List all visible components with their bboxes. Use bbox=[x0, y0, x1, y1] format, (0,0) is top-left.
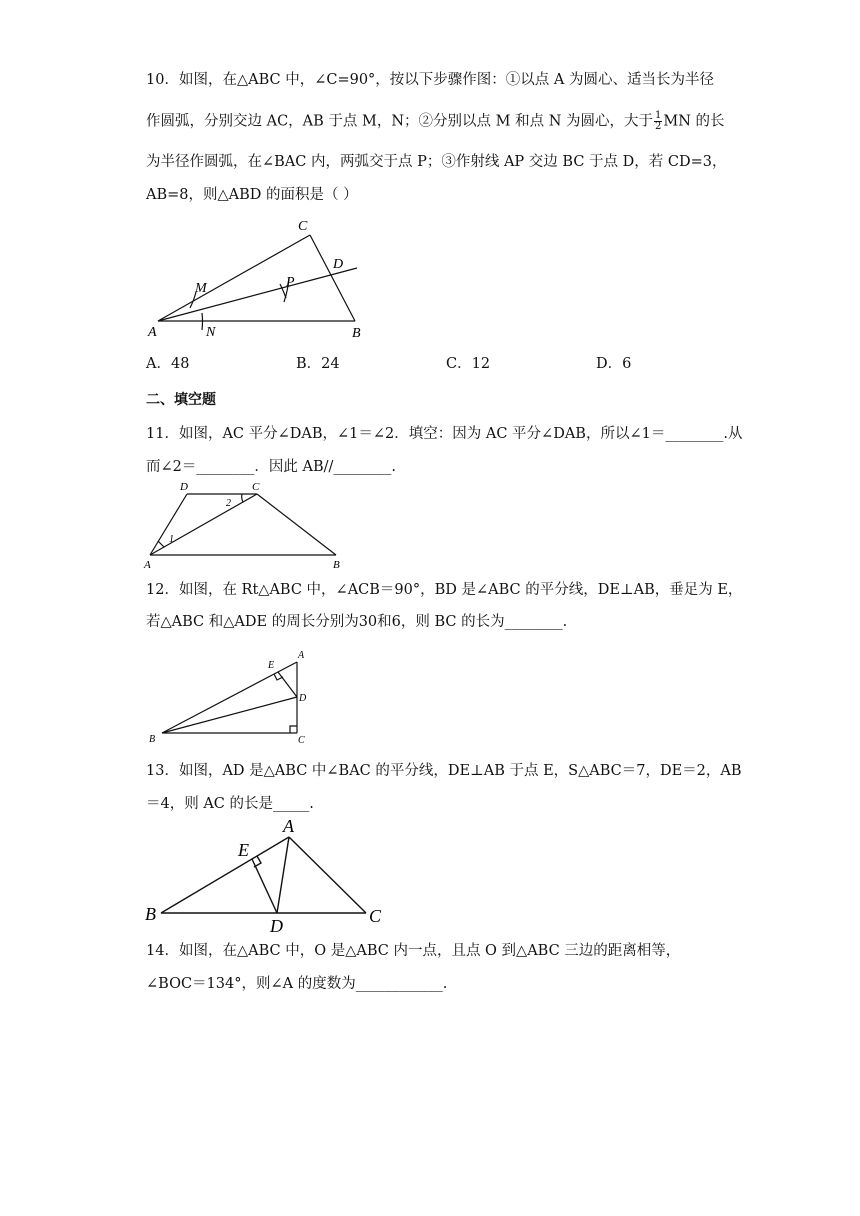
q10-option-a[interactable]: A．48 bbox=[146, 356, 190, 372]
q10-label-a: A bbox=[148, 325, 157, 340]
q11-angle-arc-1 bbox=[158, 541, 164, 547]
q12-line-1: 12．如图，在 Rt△ABC 中，∠ACB＝90°，BD 是∠ABC 的平分线，DE⊥AB，垂足为 E， bbox=[146, 582, 743, 598]
q10-line-2 bbox=[146, 111, 725, 132]
q12-label-c: C bbox=[298, 735, 305, 746]
q13-label-a: A bbox=[283, 818, 294, 836]
q11-figure bbox=[140, 478, 350, 572]
q12-bisector-bd bbox=[162, 697, 297, 733]
q10-fraction-denominator: 2 bbox=[655, 121, 662, 132]
q12-label-b: B bbox=[149, 734, 156, 745]
q11-label-d: D bbox=[180, 481, 188, 493]
q10-label-d: D bbox=[333, 257, 344, 272]
q11-line-1: 11．如图，AC 平分∠DAB，∠1＝∠2．填空：因为 AC 平分∠DAB，所以∠1＝________.从 bbox=[146, 426, 743, 442]
q12-right-angle-c bbox=[290, 726, 297, 733]
q14-line-1: 14．如图，在△ABC 中，O 是△ABC 内一点，且点 O 到△ABC 三边的距离相等， bbox=[146, 943, 681, 959]
q10-figure bbox=[140, 212, 380, 344]
q10-line-4: AB=8，则△ABD 的面积是（ ） bbox=[146, 187, 358, 203]
q10-option-c[interactable]: C．12 bbox=[446, 356, 491, 372]
q13-label-d: D bbox=[270, 916, 283, 936]
q11-diagonal-ac bbox=[150, 494, 257, 555]
q10-label-n: N bbox=[206, 325, 216, 340]
q13-side-ac bbox=[289, 837, 366, 913]
q12-label-a: A bbox=[298, 650, 305, 661]
q10-label-b: B bbox=[352, 326, 361, 341]
q10-side-cb bbox=[310, 235, 355, 321]
q10-line-3: 为半径作圆弧，在∠BAC 内，两弧交于点 P；③作射线 AP 交边 BC 于点 D，若 CD=3， bbox=[146, 154, 727, 170]
q13-label-c: C bbox=[369, 906, 382, 926]
q12-perpendicular-de bbox=[278, 672, 297, 697]
q11-side-cb bbox=[257, 494, 336, 555]
q11-line-2: 而∠2＝________．因此 AB//________. bbox=[146, 459, 396, 475]
q13-line-1: 13．如图，AD 是△ABC 中∠BAC 的平分线，DE⊥AB 于点 E，S△ABC＝7，DE＝2，AB bbox=[146, 763, 742, 779]
q11-label-angle-2: 2 bbox=[226, 498, 231, 509]
q13-line-2: ＝4，则 AC 的长是_____. bbox=[146, 796, 314, 812]
q10-fraction-numerator: 1 bbox=[655, 110, 662, 121]
q10-ray-ap bbox=[158, 268, 357, 321]
q13-label-e: E bbox=[238, 840, 249, 860]
q12-line-2: 若△ABC 和△ADE 的周长分别为30和6，则 BC 的长为________. bbox=[146, 614, 568, 630]
q13-figure bbox=[140, 818, 390, 936]
q10-line-2-text: 作圆弧，分别交边 AC，AB 于点 M，N；②分别以点 M 和点 N 为圆心，大于 bbox=[146, 113, 654, 130]
q10-line-2-tail: MN 的长 bbox=[663, 113, 725, 130]
q11-label-angle-1: 1 bbox=[169, 534, 174, 545]
q10-fraction bbox=[654, 111, 662, 132]
q11-label-c: C bbox=[252, 481, 260, 493]
q10-arc-n bbox=[202, 313, 203, 330]
q11-label-b: B bbox=[333, 559, 340, 571]
q11-side-ad bbox=[150, 494, 187, 555]
q10-label-c: C bbox=[298, 219, 308, 234]
q10-line-1: 10．如图，在△ABC 中，∠C=90°，按以下步骤作图：①以点 A 为圆心、适当长为半径 bbox=[146, 72, 714, 88]
q11-angle-arc-2 bbox=[242, 494, 243, 502]
q10-option-b[interactable]: B．24 bbox=[296, 356, 340, 372]
section-heading-fill-in: 二、填空题 bbox=[146, 392, 216, 408]
q14-line-2: ∠BOC＝134°，则∠A 的度数为____________. bbox=[146, 976, 448, 992]
q13-bisector-ad bbox=[277, 837, 289, 913]
q10-label-p: P bbox=[286, 275, 295, 290]
q13-label-b: B bbox=[145, 904, 156, 924]
q13-perpendicular-de bbox=[252, 859, 277, 913]
q12-side-ab bbox=[162, 662, 297, 733]
q12-figure bbox=[140, 644, 320, 748]
q12-label-d: D bbox=[299, 693, 307, 704]
q10-option-d[interactable]: D．6 bbox=[596, 356, 632, 372]
q12-label-e: E bbox=[268, 660, 275, 671]
q11-label-a: A bbox=[144, 559, 151, 571]
q13-side-ba bbox=[161, 837, 289, 913]
q10-label-m: M bbox=[195, 281, 207, 296]
